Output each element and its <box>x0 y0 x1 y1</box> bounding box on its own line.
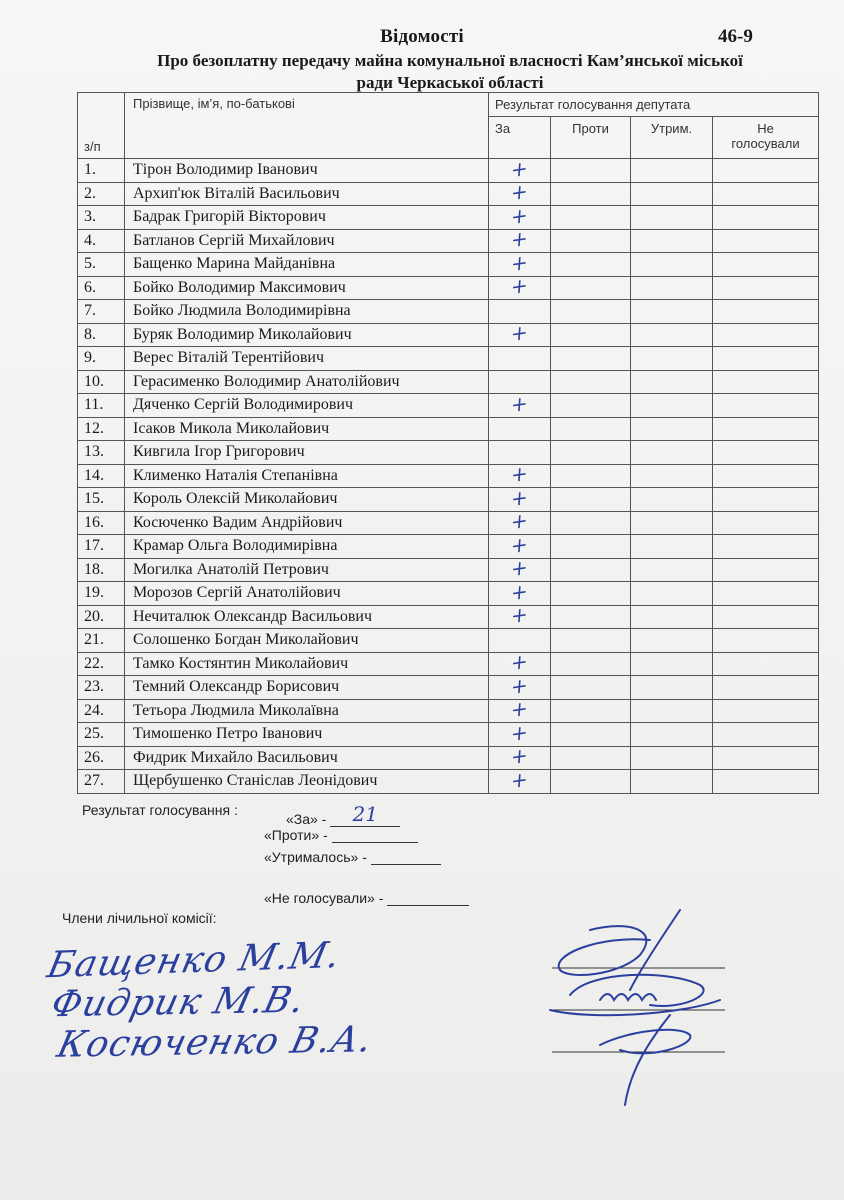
row-number: 1. <box>78 159 125 183</box>
row-abstain <box>631 417 713 441</box>
row-novote <box>713 370 819 394</box>
table-row <box>78 699 819 723</box>
row-for <box>489 554 551 582</box>
row-for <box>489 319 551 347</box>
row-name: Морозов Сергій Анатолійович <box>125 582 489 606</box>
row-name: Бадрак Григорій Вікторович <box>125 206 489 230</box>
row-against <box>551 253 631 277</box>
row-name: Солошенко Богдан Миколайович <box>125 629 489 653</box>
row-name: Бащенко Марина Майданівна <box>125 253 489 277</box>
row-abstain <box>631 723 713 747</box>
row-novote <box>713 464 819 488</box>
row-for <box>489 742 551 770</box>
vote-mark: + <box>510 742 529 770</box>
row-number: 17. <box>78 535 125 559</box>
table-row <box>78 676 819 700</box>
row-against <box>551 276 631 300</box>
row-novote <box>713 770 819 794</box>
row-name: Косюченко Вадим Андрійович <box>125 511 489 535</box>
vote-mark: + <box>510 249 529 277</box>
row-against <box>551 441 631 465</box>
row-for <box>489 719 551 747</box>
header-number: з/п <box>78 93 125 159</box>
row-name: Верес Віталій Терентійович <box>125 347 489 371</box>
row-number: 18. <box>78 558 125 582</box>
row-abstain <box>631 182 713 206</box>
summary-novote-label: «Не голосували» - <box>264 890 384 906</box>
row-novote <box>713 699 819 723</box>
row-abstain <box>631 535 713 559</box>
signature-1 <box>559 910 680 990</box>
table-row <box>78 723 819 747</box>
row-abstain <box>631 300 713 324</box>
summary-novote <box>264 889 469 906</box>
vote-mark: + <box>510 390 529 418</box>
row-against <box>551 535 631 559</box>
row-for <box>489 531 551 559</box>
row-against <box>551 159 631 183</box>
vote-mark: + <box>510 484 529 512</box>
row-abstain <box>631 370 713 394</box>
vote-mark: + <box>510 554 529 582</box>
row-against <box>551 652 631 676</box>
header-result: Результат голосування депутата <box>489 93 819 117</box>
row-novote <box>713 347 819 371</box>
row-name: Могилка Анатолій Петрович <box>125 558 489 582</box>
header-novote-line-1: Не <box>757 121 774 136</box>
table-row <box>78 535 819 559</box>
row-against <box>551 347 631 371</box>
table-row <box>78 582 819 606</box>
row-for <box>489 249 551 277</box>
row-number: 24. <box>78 699 125 723</box>
row-abstain <box>631 394 713 418</box>
row-abstain <box>631 276 713 300</box>
document-subtitle <box>80 50 820 94</box>
row-abstain <box>631 582 713 606</box>
row-for <box>489 441 551 465</box>
row-for <box>489 417 551 441</box>
row-against <box>551 394 631 418</box>
row-novote <box>713 300 819 324</box>
header-for: За <box>489 117 551 159</box>
table-row <box>78 370 819 394</box>
summary-for-field <box>330 802 400 827</box>
vote-mark: + <box>510 648 529 676</box>
row-name: Ісаков Микола Миколайович <box>125 417 489 441</box>
header-novote-line-2: голосували <box>731 136 800 151</box>
row-for <box>489 672 551 700</box>
row-number: 12. <box>78 417 125 441</box>
row-novote <box>713 535 819 559</box>
commission-member-1: Бащенко М.М. <box>43 934 345 987</box>
row-number: 20. <box>78 605 125 629</box>
row-abstain <box>631 441 713 465</box>
commission-member-2: Фидрик М.В. <box>47 979 309 1026</box>
row-number: 27. <box>78 770 125 794</box>
row-number: 19. <box>78 582 125 606</box>
summary-abstain-label: «Утрималось» - <box>264 849 367 865</box>
row-number: 15. <box>78 488 125 512</box>
row-number: 11. <box>78 394 125 418</box>
vote-mark: + <box>510 225 529 253</box>
row-number: 13. <box>78 441 125 465</box>
row-name: Архип'юк Віталій Васильович <box>125 182 489 206</box>
row-novote <box>713 253 819 277</box>
row-abstain <box>631 746 713 770</box>
row-against <box>551 605 631 629</box>
row-abstain <box>631 253 713 277</box>
row-abstain <box>631 605 713 629</box>
table-row <box>78 276 819 300</box>
row-abstain <box>631 770 713 794</box>
row-number: 21. <box>78 629 125 653</box>
row-against <box>551 206 631 230</box>
row-name: Тетьора Людмила Миколаївна <box>125 699 489 723</box>
row-against <box>551 676 631 700</box>
table-row <box>78 558 819 582</box>
row-novote <box>713 159 819 183</box>
document-title: Відомості <box>380 26 464 47</box>
row-for <box>489 648 551 676</box>
row-number: 16. <box>78 511 125 535</box>
row-name: Король Олексій Миколайович <box>125 488 489 512</box>
row-for <box>489 766 551 794</box>
summary-against <box>264 826 418 843</box>
row-novote <box>713 676 819 700</box>
header-against: Проти <box>551 117 631 159</box>
row-name: Кивгила Ігор Григорович <box>125 441 489 465</box>
vote-mark: + <box>510 578 529 606</box>
row-against <box>551 699 631 723</box>
table-row <box>78 159 819 183</box>
row-number: 5. <box>78 253 125 277</box>
row-novote <box>713 229 819 253</box>
row-against <box>551 582 631 606</box>
table-row <box>78 323 819 347</box>
row-for <box>489 272 551 300</box>
vote-mark: + <box>510 507 529 535</box>
row-name: Фидрик Михайло Васильович <box>125 746 489 770</box>
row-for <box>489 225 551 253</box>
summary-for-label: «За» - <box>286 811 327 827</box>
row-for <box>489 370 551 394</box>
row-novote <box>713 394 819 418</box>
row-for <box>489 484 551 512</box>
vote-mark: + <box>510 155 529 183</box>
row-name: Нечиталюк Олександр Васильович <box>125 605 489 629</box>
row-abstain <box>631 676 713 700</box>
summary-for <box>286 802 400 827</box>
subtitle-line-2: ради Черкаської області <box>356 73 544 92</box>
row-abstain <box>631 699 713 723</box>
table-row <box>78 511 819 535</box>
row-abstain <box>631 159 713 183</box>
row-against <box>551 770 631 794</box>
row-novote <box>713 605 819 629</box>
table-row <box>78 253 819 277</box>
summary-for-value: 21 <box>352 802 378 826</box>
row-for <box>489 695 551 723</box>
row-for <box>489 300 551 324</box>
table-row <box>78 629 819 653</box>
row-novote <box>713 182 819 206</box>
row-against <box>551 182 631 206</box>
row-name: Клименко Наталія Степанівна <box>125 464 489 488</box>
header-name: Прізвище, ім’я, по-батькові <box>125 93 489 159</box>
row-for <box>489 390 551 418</box>
row-number: 9. <box>78 347 125 371</box>
table-row <box>78 182 819 206</box>
row-number: 8. <box>78 323 125 347</box>
row-name: Темний Олександр Борисович <box>125 676 489 700</box>
row-abstain <box>631 347 713 371</box>
signatures-graphic <box>530 900 750 1110</box>
row-number: 26. <box>78 746 125 770</box>
table-row <box>78 417 819 441</box>
table-row <box>78 605 819 629</box>
row-abstain <box>631 206 713 230</box>
row-name: Тірон Володимир Іванович <box>125 159 489 183</box>
table-row <box>78 394 819 418</box>
row-number: 25. <box>78 723 125 747</box>
row-for <box>489 601 551 629</box>
table-row <box>78 652 819 676</box>
row-name: Батланов Сергій Михайлович <box>125 229 489 253</box>
row-novote <box>713 558 819 582</box>
row-against <box>551 746 631 770</box>
summary-result-label: Результат голосування : <box>82 802 238 818</box>
row-novote <box>713 488 819 512</box>
voting-table <box>77 92 819 794</box>
summary-against-label: «Проти» - <box>264 827 328 843</box>
header-novote <box>713 117 819 159</box>
vote-mark: + <box>510 272 529 300</box>
summary-abstain <box>264 848 441 865</box>
row-number: 7. <box>78 300 125 324</box>
vote-mark: + <box>510 719 529 747</box>
row-name: Бойко Володимир Максимович <box>125 276 489 300</box>
row-number: 22. <box>78 652 125 676</box>
subtitle-line-1: Про безоплатну передачу майна комунальної власності Кам’янської міської <box>157 51 743 70</box>
row-number: 6. <box>78 276 125 300</box>
row-against <box>551 417 631 441</box>
row-against <box>551 370 631 394</box>
row-name: Герасименко Володимир Анатолійович <box>125 370 489 394</box>
vote-mark: + <box>510 319 529 347</box>
row-number: 14. <box>78 464 125 488</box>
row-abstain <box>631 464 713 488</box>
row-name: Тамко Костянтин Миколайович <box>125 652 489 676</box>
row-name: Тимошенко Петро Іванович <box>125 723 489 747</box>
summary-novote-field <box>387 889 469 906</box>
row-against <box>551 300 631 324</box>
row-novote <box>713 417 819 441</box>
row-novote <box>713 723 819 747</box>
row-for <box>489 578 551 606</box>
row-number: 3. <box>78 206 125 230</box>
row-for <box>489 629 551 653</box>
commission-member-3: Косюченко В.А. <box>53 1019 377 1066</box>
row-against <box>551 229 631 253</box>
row-against <box>551 629 631 653</box>
table-row <box>78 464 819 488</box>
table-row <box>78 229 819 253</box>
table-row <box>78 441 819 465</box>
row-number: 23. <box>78 676 125 700</box>
vote-mark: + <box>510 695 529 723</box>
row-abstain <box>631 652 713 676</box>
row-number: 2. <box>78 182 125 206</box>
row-number: 10. <box>78 370 125 394</box>
table-row <box>78 488 819 512</box>
row-novote <box>713 441 819 465</box>
row-for <box>489 202 551 230</box>
signature-3 <box>600 1015 690 1105</box>
header-abstain: Утрим. <box>631 117 713 159</box>
row-novote <box>713 206 819 230</box>
row-abstain <box>631 511 713 535</box>
row-for <box>489 347 551 371</box>
vote-mark: + <box>510 672 529 700</box>
row-number: 4. <box>78 229 125 253</box>
vote-mark: + <box>510 202 529 230</box>
row-name: Дяченко Сергій Володимирович <box>125 394 489 418</box>
row-against <box>551 511 631 535</box>
row-for <box>489 507 551 535</box>
row-for <box>489 155 551 183</box>
row-novote <box>713 629 819 653</box>
row-for <box>489 178 551 206</box>
row-novote <box>713 746 819 770</box>
row-name: Буряк Володимир Миколайович <box>125 323 489 347</box>
document-number: 46-9 <box>718 26 753 47</box>
table-row <box>78 206 819 230</box>
row-abstain <box>631 229 713 253</box>
vote-mark: + <box>510 531 529 559</box>
row-abstain <box>631 629 713 653</box>
row-abstain <box>631 558 713 582</box>
row-novote <box>713 323 819 347</box>
row-novote <box>713 652 819 676</box>
row-against <box>551 558 631 582</box>
vote-mark: + <box>510 460 529 488</box>
row-novote <box>713 276 819 300</box>
summary-against-field <box>332 826 418 843</box>
vote-mark: + <box>510 178 529 206</box>
row-name: Крамар Ольга Володимирівна <box>125 535 489 559</box>
table-row <box>78 746 819 770</box>
row-against <box>551 464 631 488</box>
table-row <box>78 347 819 371</box>
row-name: Бойко Людмила Володимирівна <box>125 300 489 324</box>
summary-abstain-field <box>371 848 441 865</box>
row-for <box>489 460 551 488</box>
row-abstain <box>631 488 713 512</box>
table-body <box>78 155 819 794</box>
vote-mark: + <box>510 766 529 794</box>
table-row <box>78 300 819 324</box>
commission-label: Члени лічильної комісії: <box>62 910 217 926</box>
row-novote <box>713 582 819 606</box>
row-novote <box>713 511 819 535</box>
vote-mark: + <box>510 601 529 629</box>
table-row <box>78 770 819 794</box>
row-against <box>551 488 631 512</box>
row-name: Щербушенко Станіслав Леонідович <box>125 770 489 794</box>
row-against <box>551 723 631 747</box>
row-against <box>551 323 631 347</box>
row-abstain <box>631 323 713 347</box>
